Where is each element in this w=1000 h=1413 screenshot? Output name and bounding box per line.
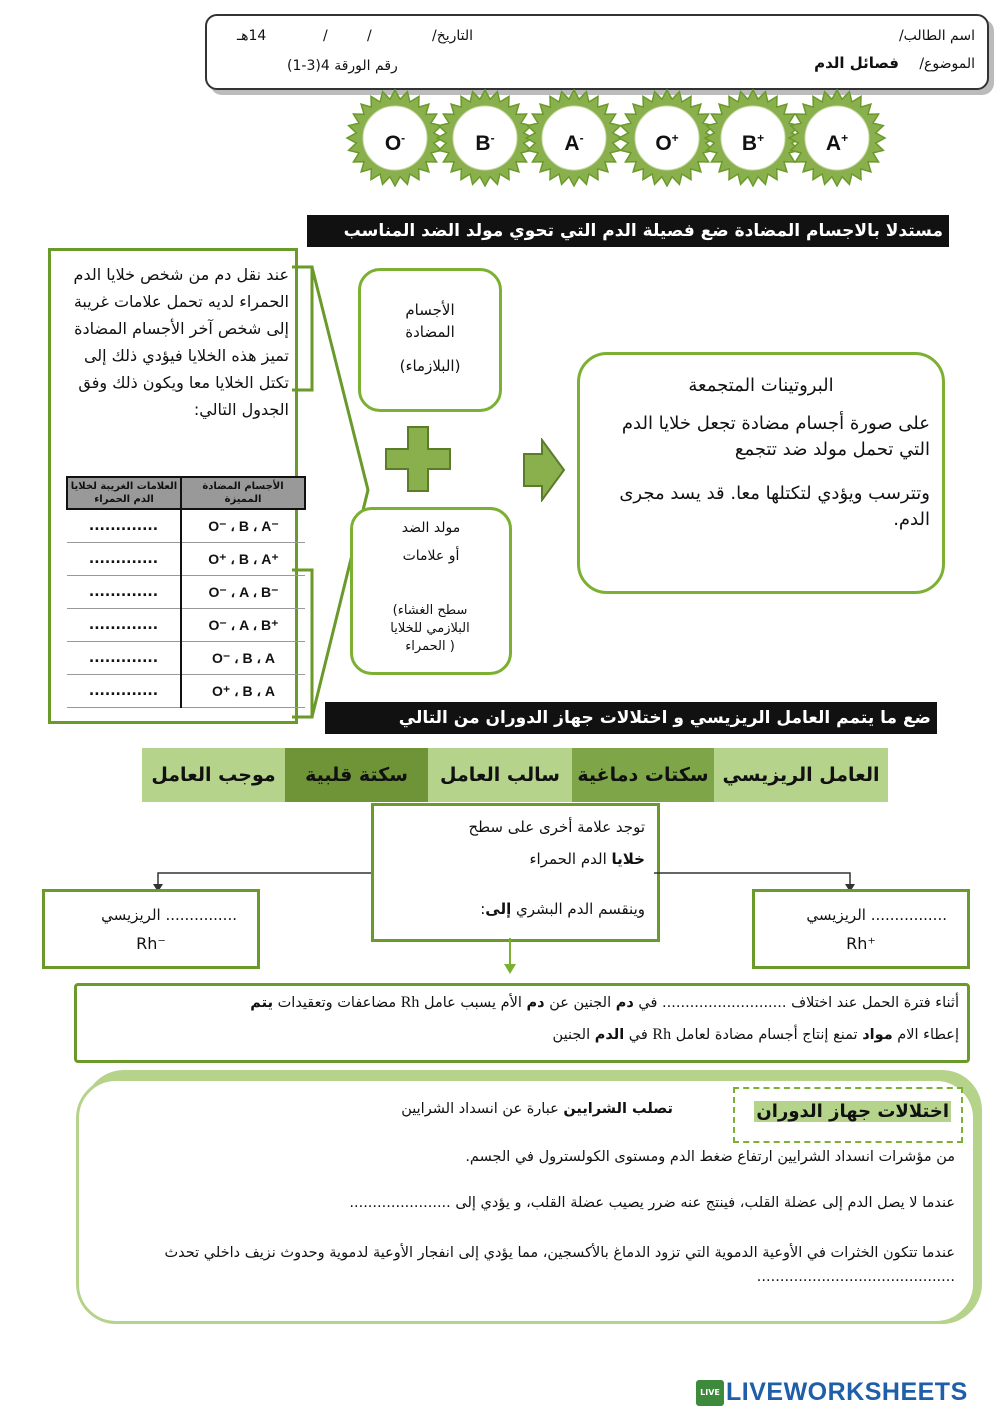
result-text-1: على صورة أجسام مضادة تجعل خلايا الدم التي تحمل مولد ضد تتجمع: [621, 413, 930, 460]
antigen-box: [350, 507, 512, 675]
table-row: [67, 642, 305, 675]
circulation-line2: من مؤشرات انسداد الشرايين ارتفاع ضغط الدم ومستوى الكولسترول في الجسم.: [465, 1149, 955, 1165]
blood-type-star: [524, 88, 624, 188]
rh-center-line2: خلايا الدم الحمراء: [529, 850, 645, 868]
blood-type-label: O+: [655, 131, 679, 155]
table-row: [67, 509, 305, 543]
pregnancy-line1: أثناء فترة الحمل عند اختلاف ........................... في دم الجنين عن دم الأم يسبب عامل Rh مضاعفات وتعقيدات يتم: [250, 994, 959, 1011]
word-heart-attack[interactable]: سكتة قلبية: [285, 748, 428, 802]
pregnancy-blank[interactable]: ...........................: [662, 995, 787, 1011]
result-text-2: وتترسب ويؤدي لتكتلها معا. قد يسد مجرى الدم.: [619, 483, 930, 530]
antibody-box: [358, 268, 502, 412]
circulation-line3[interactable]: عندما لا يصل الدم إلى عضلة القلب، فينتج عنه ضرر يصيب عضلة القلب، و يؤدي إلى ......................: [349, 1195, 955, 1211]
table-row: [67, 609, 305, 642]
antigen-or: أو علامات: [402, 548, 460, 564]
blood-type-label: O-: [384, 131, 406, 155]
word-rh-positive[interactable]: موجب العامل: [142, 748, 285, 802]
answer-blank[interactable]: .............: [67, 576, 181, 609]
subject-value: فصائل الدم: [814, 54, 899, 72]
antibody-sub: (البلازماء): [399, 357, 461, 375]
antibody-cell: O⁻ ، B ، A: [181, 642, 305, 675]
intro-box: [48, 248, 298, 724]
answer-blank[interactable]: .............: [67, 609, 181, 642]
table-row: [67, 576, 305, 609]
date-label: التاريخ/: [432, 28, 474, 44]
year-label: 14هـ: [237, 28, 267, 44]
rh-negative-box: [42, 889, 260, 969]
circulation-box: [76, 1078, 976, 1324]
rh-negative-value: Rh⁻: [136, 934, 166, 953]
antibody-cell: O⁺ ، B ، A⁺: [181, 543, 305, 576]
blood-type-star: [435, 88, 535, 188]
antigen-title: مولد الضد: [401, 520, 461, 536]
antigen-table: [66, 476, 306, 708]
section1-banner: مستدلا بالاجسام المضادة ضع فصيلة الدم التي تحوي مولد الضد المناسب: [307, 215, 949, 247]
antibody-cell: O⁻ ، A ، B⁻: [181, 576, 305, 609]
antibody-title: الأجسام المضادة: [405, 301, 455, 341]
pregnancy-line2: إعطاء الام مواد تمنع إنتاج أجسام مضادة لعامل Rh في الدم الجنين: [552, 1026, 959, 1043]
antigen-table-wrap: [66, 476, 306, 708]
word-bank-bar: [142, 748, 888, 802]
answer-blank[interactable]: .............: [67, 642, 181, 675]
antibody-cell: O⁻ ، A ، B⁺: [181, 609, 305, 642]
rh-positive-label[interactable]: ................ الريزيسي: [806, 906, 947, 924]
blood-type-star: [787, 88, 887, 188]
circulation-line4[interactable]: عندما تتكون الخثرات في الأوعية الدموية التي تزود الدماغ بالأكسجين، مما يؤدي إلى انفجار الأوعية لدموية وحدوث نزيف داخلي تحدث ...........................................: [164, 1245, 955, 1285]
table-header-markers: العلامات الغريبة لخلايا الدم الحمراء: [67, 477, 181, 509]
rh-center-line1: توجد علامة أخرى على سطح: [468, 818, 645, 836]
student-label: اسم الطالب/: [898, 28, 975, 44]
intro-text: عند نقل دم من شخص خلايا الدم الحمراء لديه تحمل علامات غريبة إلى شخص آخر الأجسام المضادة تميز هذه الخلايا فيؤدي ذلك إلى تكتل الخلايا معا ويكون ذلك وفق الجدول التالي:: [73, 265, 289, 419]
word-strokes[interactable]: سكتات دماغية: [572, 748, 714, 802]
result-title: البروتينات المتجمعة: [688, 375, 834, 396]
blood-type-label: A-: [564, 131, 584, 155]
arrow-right-icon: [522, 438, 566, 502]
section2-banner: ضع ما يتمم العامل الريزيسي و اختلالات جهاز الدوران من التالي: [325, 702, 937, 734]
brand-name: LIVEWORKSHEETS: [726, 1378, 968, 1406]
rh-negative-label[interactable]: ............... الريزيسي: [101, 906, 237, 924]
footer-brand: [696, 1378, 996, 1408]
answer-blank[interactable]: .............: [67, 543, 181, 576]
antibody-cell: O⁺ ، B ، A: [181, 675, 305, 708]
blood-type-label: B-: [475, 131, 495, 155]
word-rh-negative[interactable]: سالب العامل: [428, 748, 572, 802]
result-box: [577, 352, 945, 594]
answer-blank[interactable]: .............: [67, 509, 181, 543]
circulation-title: اختلالات جهاز الدوران: [756, 1101, 949, 1122]
brand-badge-icon: LIVE: [696, 1380, 724, 1406]
antigen-sub: (سطح الغشاء البلازمي للخلايا الحمراء ): [390, 603, 470, 654]
table-row: [67, 543, 305, 576]
blood-type-label: B+: [741, 131, 765, 155]
pregnancy-box: [74, 983, 970, 1063]
plus-icon: [384, 425, 452, 493]
subject-label: الموضوع/: [919, 56, 975, 72]
blood-type-label: A+: [825, 131, 849, 155]
table-header-antibodies: الأجسام المضادة المميزة: [181, 477, 305, 509]
rh-center-line3: وينقسم الدم البشري إلى:: [480, 900, 645, 918]
rh-positive-value: Rh⁺: [846, 934, 876, 953]
sheet-number: رقم الورقة 4(3-1): [287, 58, 398, 74]
antibody-cell: O⁻ ، B ، A⁻: [181, 509, 305, 543]
rh-positive-box: [752, 889, 970, 969]
circulation-title-frame: [733, 1087, 963, 1143]
blood-type-star: [345, 88, 445, 188]
answer-blank[interactable]: .............: [67, 675, 181, 708]
date-sep-2: /: [323, 28, 328, 44]
date-sep-1: /: [367, 28, 372, 44]
blood-type-star: [617, 88, 717, 188]
header-box: [205, 14, 989, 90]
word-rh-factor: العامل الريزيسي: [714, 748, 888, 802]
circulation-line1: تصلب الشرايين عبارة عن انسداد الشرايين: [401, 1101, 673, 1117]
table-row: [67, 675, 305, 708]
